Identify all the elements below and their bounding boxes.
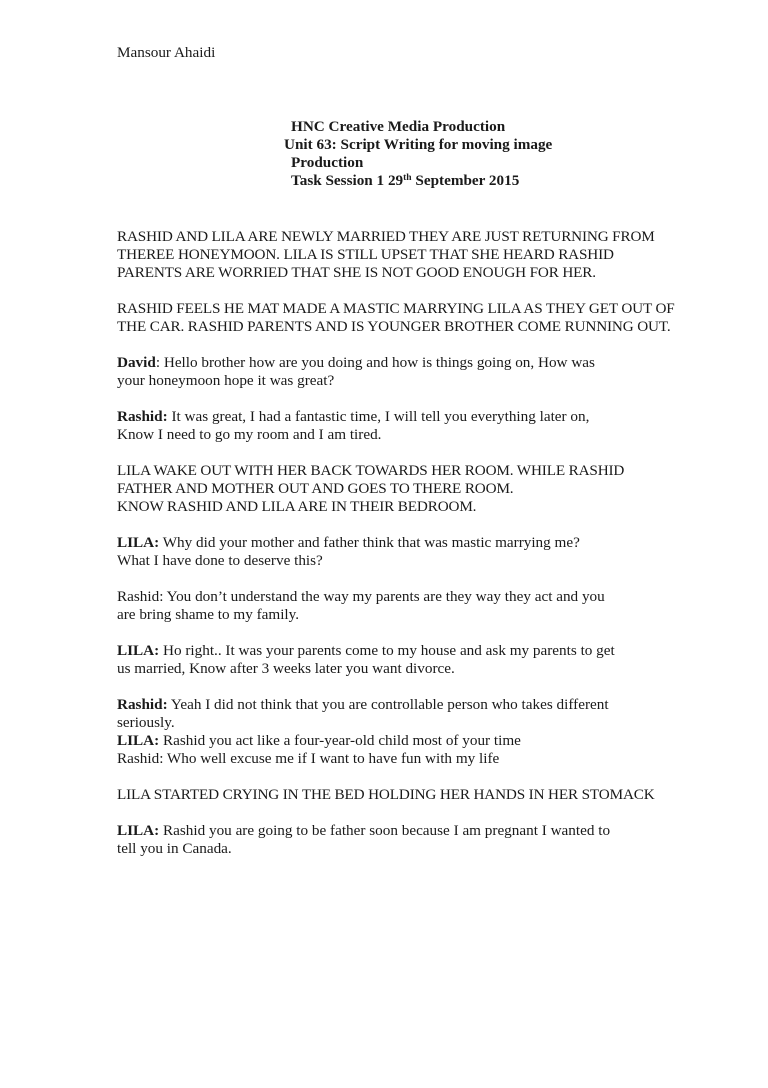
direction-line: LILA STARTED CRYING IN THE BED HOLDING HER HANDS IN HER STOMACK (117, 786, 655, 803)
task-session-text: Task Session 1 29 (291, 172, 404, 189)
speaker-name: LILA: (117, 534, 160, 551)
direction-line: KNOW RASHID AND LILA ARE IN THEIR BEDROOM. (117, 498, 477, 515)
direction-line: LILA WAKE OUT WITH HER BACK TOWARDS HER ROOM. WHILE RASHID (117, 462, 625, 479)
scene-direction-2 (117, 300, 675, 336)
dialogue-line: are bring shame to my family. (117, 606, 300, 623)
scene-direction-4 (117, 786, 657, 804)
task-session-line (284, 172, 552, 190)
ordinal-suffix: th (403, 173, 412, 183)
speaker-name: LILA: (117, 732, 160, 749)
direction-line: THEREE HONEYMOON. LILA IS STILL UPSET THAT SHE HEARD RASHID (117, 246, 614, 263)
dialogue-line: Know I need to go my room and I am tired. (117, 426, 382, 443)
task-session-date: September 2015 (411, 172, 520, 189)
speaker-name: David (117, 354, 156, 371)
dialogue-line: Rashid: You don’t understand the way my parents are they way they act and you (117, 588, 605, 605)
dialogue-lila-1 (117, 534, 657, 570)
dialogue-line: us married, Know after 3 weeks later you want divorce. (117, 660, 455, 677)
dialogue-rashid-3 (117, 696, 657, 732)
script-body (117, 228, 675, 876)
dialogue-rashid-4 (117, 750, 657, 768)
scene-direction-3 (117, 462, 657, 516)
author-name: Mansour Ahaidi (117, 44, 216, 61)
dialogue-line: Rashid: Who well excuse me if I want to have fun with my life (117, 750, 500, 767)
speaker-name: LILA: (117, 822, 160, 839)
dialogue-rashid-1 (117, 408, 657, 444)
dialogue-lila-4 (117, 822, 657, 858)
speaker-name: Rashid: (117, 408, 168, 425)
direction-line: PARENTS ARE WORRIED THAT SHE IS NOT GOOD ENOUGH FOR HER. (117, 264, 596, 281)
document-heading (284, 118, 552, 190)
dialogue-lila-3 (117, 732, 657, 750)
course-title: HNC Creative Media Production (291, 118, 506, 135)
speaker-name: Rashid: (117, 696, 168, 713)
dialogue-line: seriously. (117, 714, 175, 731)
dialogue-line: Rashid you act like a four-year-old child most of your time (159, 732, 521, 749)
speaker-name: LILA: (117, 642, 160, 659)
direction-line: THE CAR. RASHID PARENTS AND IS YOUNGER BROTHER COME RUNNING OUT. (117, 318, 671, 335)
dialogue-david (117, 354, 657, 390)
dialogue-line: your honeymoon hope it was great? (117, 372, 335, 389)
unit-title: Unit 63: Script Writing for moving image (284, 136, 553, 153)
dialogue-line: What I have done to deserve this? (117, 552, 323, 569)
dialogue-lila-2 (117, 642, 657, 678)
direction-line: RASHID FEELS HE MAT MADE A MASTIC MARRYING LILA AS THEY GET OUT OF (117, 300, 675, 317)
dialogue-line: It was great, I had a fantastic time, I will tell you everything later on, (167, 408, 590, 425)
dialogue-line: Rashid you are going to be father soon because I am pregnant I wanted to (159, 822, 611, 839)
dialogue-line: Yeah I did not think that you are controllable person who takes different (167, 696, 609, 713)
direction-line: FATHER AND MOTHER OUT AND GOES TO THERE ROOM. (117, 480, 514, 497)
dialogue-line: Ho right.. It was your parents come to my house and ask my parents to get (159, 642, 615, 659)
dialogue-line: : Hello brother how are you doing and how is things going on, How was (155, 354, 595, 371)
direction-line: RASHID AND LILA ARE NEWLY MARRIED THEY ARE JUST RETURNING FROM (117, 228, 655, 245)
dialogue-line: Why did your mother and father think that was mastic marrying me? (159, 534, 580, 551)
dialogue-rashid-2 (117, 588, 657, 624)
scene-direction-1 (117, 228, 657, 282)
dialogue-line: tell you in Canada. (117, 840, 232, 857)
unit-title-continued: Production (291, 154, 364, 171)
